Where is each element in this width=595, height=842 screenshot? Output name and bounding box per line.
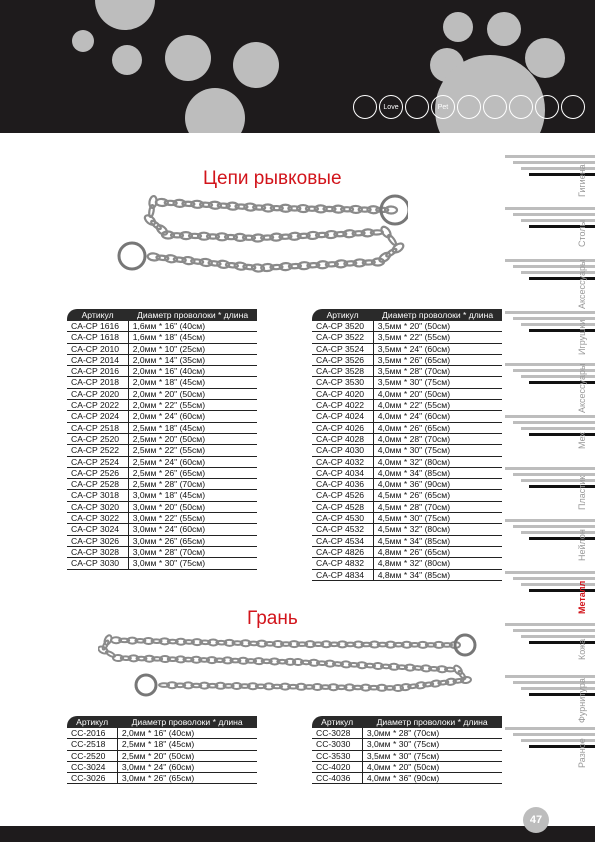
- diameter-cell: 2,5мм * 28" (70см): [128, 479, 257, 490]
- side-nav-item[interactable]: Гигиена: [577, 164, 587, 198]
- diameter-cell: 2,5мм * 22" (55см): [128, 445, 257, 456]
- article-cell: CA-CP 4028: [312, 433, 373, 444]
- table-row: [312, 728, 502, 739]
- diameter-cell: 4,0мм * 32" (80см): [373, 456, 502, 467]
- diameter-cell: 3,0мм * 28" (70см): [128, 546, 257, 557]
- article-cell: CC-3030: [312, 739, 362, 750]
- category-icons: [353, 95, 585, 119]
- decor-circle: [165, 35, 211, 81]
- hand-icon: [561, 95, 585, 119]
- footer-bar: [0, 826, 595, 842]
- article-cell: CA-CP 4534: [312, 535, 373, 546]
- bone-icon: [483, 95, 507, 119]
- diameter-cell: 4,5мм * 28" (70см): [373, 501, 502, 512]
- table-row: [312, 456, 502, 467]
- article-cell: CA-CP 2010: [67, 343, 128, 354]
- decor-circle: [487, 12, 521, 46]
- table-row: [67, 400, 257, 411]
- article-cell: CA-CP 4832: [312, 558, 373, 569]
- diameter-cell: 2,0мм * 10" (25см): [128, 343, 257, 354]
- table-row: [312, 467, 502, 478]
- article-cell: CA-CP 3018: [67, 490, 128, 501]
- article-cell: CA-CP 1616: [67, 321, 128, 332]
- article-cell: CA-CP 2014: [67, 354, 128, 365]
- article-cell: CA-CP 3026: [67, 535, 128, 546]
- table-row: [67, 513, 257, 524]
- diameter-cell: 4,0мм * 36" (90см): [362, 773, 502, 784]
- paw-icon: [509, 95, 533, 119]
- fish-icon: [353, 95, 377, 119]
- diameter-cell: 3,0мм * 22" (55см): [128, 513, 257, 524]
- article-cell: CA-CP 3528: [312, 366, 373, 377]
- article-cell: CA-CP 4826: [312, 546, 373, 557]
- diameter-cell: 4,0мм * 20" (50см): [362, 761, 502, 772]
- table-row: [67, 388, 257, 399]
- decor-circle: [185, 88, 245, 133]
- diameter-cell: 1,6мм * 18" (45см): [128, 332, 257, 343]
- table-row: [312, 445, 502, 456]
- page-number: 47: [523, 807, 549, 833]
- diameter-cell: 4,0мм * 36" (90см): [373, 479, 502, 490]
- col-diameter: Диаметр проволоки * длина: [128, 309, 257, 321]
- table-row: [67, 558, 257, 569]
- table-row: [67, 739, 257, 750]
- side-nav-item[interactable]: Пластик: [577, 475, 587, 511]
- table-row: [67, 535, 257, 546]
- table-row: [312, 479, 502, 490]
- decor-circle: [443, 12, 473, 42]
- diameter-cell: 2,0мм * 22" (55см): [128, 400, 257, 411]
- side-nav-item[interactable]: Кожа: [577, 638, 587, 660]
- bird-icon: [457, 95, 481, 119]
- diameter-cell: 3,5мм * 30" (75см): [362, 750, 502, 761]
- diameter-cell: 4,0мм * 30" (75см): [373, 445, 502, 456]
- table-row: [312, 569, 502, 580]
- article-cell: CA-CP 4024: [312, 411, 373, 422]
- article-cell: CA-CP 2524: [67, 456, 128, 467]
- article-cell: CA-CP 2520: [67, 433, 128, 444]
- table-row: [67, 422, 257, 433]
- table-row: [312, 513, 502, 524]
- diameter-cell: 4,8мм * 32" (80см): [373, 558, 502, 569]
- section-title: Грань: [247, 608, 298, 629]
- diameter-cell: 2,5мм * 20" (50см): [128, 433, 257, 444]
- article-cell: CA-CP 3022: [67, 513, 128, 524]
- article-cell: CA-CP 4532: [312, 524, 373, 535]
- diameter-cell: 3,0мм * 18" (45см): [128, 490, 257, 501]
- article-cell: CC-2520: [67, 750, 117, 761]
- article-cell: CA-CP 3520: [312, 321, 373, 332]
- article-cell: CA-CP 4020: [312, 388, 373, 399]
- spec-table-left: [67, 309, 257, 570]
- diameter-cell: 4,0мм * 22" (55см): [373, 400, 502, 411]
- side-nav-item[interactable]: Аксессуары: [577, 259, 587, 309]
- table-row: [312, 761, 502, 772]
- diameter-cell: 2,5мм * 26" (65см): [128, 467, 257, 478]
- diameter-cell: 2,5мм * 18" (45см): [128, 422, 257, 433]
- table-row: [312, 388, 502, 399]
- article-cell: CC-4020: [312, 761, 362, 772]
- table-row: [312, 332, 502, 343]
- diameter-cell: 3,0мм * 20" (50см): [128, 501, 257, 512]
- table-row: [67, 467, 257, 478]
- table-row: [67, 366, 257, 377]
- article-cell: CA-CP 2022: [67, 400, 128, 411]
- article-cell: CC-2518: [67, 739, 117, 750]
- table-row: [67, 479, 257, 490]
- diameter-cell: 2,5мм * 20" (50см): [117, 750, 257, 761]
- article-cell: CA-CP 4834: [312, 569, 373, 580]
- article-cell: CA-CP 2518: [67, 422, 128, 433]
- table-row: [67, 524, 257, 535]
- table-row: [312, 411, 502, 422]
- table-row: [312, 501, 502, 512]
- table-row: [312, 433, 502, 444]
- col-article: Артикул: [312, 716, 362, 728]
- table-row: [67, 490, 257, 501]
- article-cell: CA-CP 3024: [67, 524, 128, 535]
- col-diameter: Диаметр проволоки * длина: [117, 716, 257, 728]
- diameter-cell: 1,6мм * 16" (40см): [128, 321, 257, 332]
- article-cell: CC-2016: [67, 728, 117, 739]
- section-title: Цепи рывковые: [203, 168, 342, 189]
- diameter-cell: 4,5мм * 30" (75см): [373, 513, 502, 524]
- table-row: [67, 332, 257, 343]
- carrot-icon: [535, 95, 559, 119]
- table-row: [312, 354, 502, 365]
- diameter-cell: 3,5мм * 28" (70см): [373, 366, 502, 377]
- col-diameter: Диаметр проволоки * длина: [373, 309, 502, 321]
- table-row: [67, 377, 257, 388]
- article-cell: CA-CP 4026: [312, 422, 373, 433]
- col-article: Артикул: [67, 716, 117, 728]
- article-cell: CA-CP 4030: [312, 445, 373, 456]
- col-diameter: Диаметр проволоки * длина: [362, 716, 502, 728]
- table-row: [67, 354, 257, 365]
- table-row: [67, 546, 257, 557]
- side-nav-item[interactable]: Мех: [577, 432, 587, 450]
- article-cell: CA-CP 2024: [67, 411, 128, 422]
- table-row: [312, 535, 502, 546]
- table-row: [312, 490, 502, 501]
- table-row: [67, 456, 257, 467]
- table-row: [67, 321, 257, 332]
- article-cell: CA-CP 2522: [67, 445, 128, 456]
- diameter-cell: 3,5мм * 24" (60см): [373, 343, 502, 354]
- article-cell: CA-CP 3530: [312, 377, 373, 388]
- article-cell: CA-CP 3028: [67, 546, 128, 557]
- header-banner: [0, 0, 595, 133]
- article-cell: CA-CP 4032: [312, 456, 373, 467]
- diameter-cell: 3,0мм * 26" (65см): [128, 535, 257, 546]
- side-nav-item[interactable]: Игрушки: [577, 319, 587, 355]
- side-nav-item[interactable]: Разное: [577, 738, 587, 768]
- diameter-cell: 3,5мм * 30" (75см): [373, 377, 502, 388]
- spec-table-left: [67, 716, 257, 784]
- article-cell: CC-3028: [312, 728, 362, 739]
- side-nav-item[interactable]: Аксессуары: [577, 363, 587, 413]
- article-cell: CA-CP 3526: [312, 354, 373, 365]
- diameter-cell: 2,0мм * 24" (60см): [128, 411, 257, 422]
- table-row: [312, 546, 502, 557]
- diameter-cell: 2,5мм * 18" (45см): [117, 739, 257, 750]
- article-cell: CA-CP 3020: [67, 501, 128, 512]
- article-cell: CC-3530: [312, 750, 362, 761]
- spec-table-right: [312, 716, 502, 784]
- article-cell: CA-CP 2528: [67, 479, 128, 490]
- table-row: [67, 750, 257, 761]
- diameter-cell: 2,0мм * 16" (40см): [128, 366, 257, 377]
- col-article: Артикул: [312, 309, 373, 321]
- table-row: [67, 773, 257, 784]
- decor-circle: [112, 45, 142, 75]
- diameter-cell: 3,5мм * 20" (50см): [373, 321, 502, 332]
- table-row: [312, 366, 502, 377]
- table-row: [312, 524, 502, 535]
- side-nav-item[interactable]: Столы: [577, 219, 587, 247]
- decor-circle: [72, 30, 94, 52]
- diameter-cell: 2,0мм * 20" (50см): [128, 388, 257, 399]
- side-nav-item[interactable]: Металл: [577, 580, 587, 614]
- table-row: [67, 445, 257, 456]
- table-row: [312, 321, 502, 332]
- table-row: [67, 501, 257, 512]
- article-cell: CA-CP 4022: [312, 400, 373, 411]
- diameter-cell: 4,0мм * 26" (65см): [373, 422, 502, 433]
- table-row: [312, 750, 502, 761]
- table-row: [312, 739, 502, 750]
- diameter-cell: 2,5мм * 24" (60см): [128, 456, 257, 467]
- table-row: [67, 411, 257, 422]
- diameter-cell: 4,5мм * 32" (80см): [373, 524, 502, 535]
- diameter-cell: 4,5мм * 26" (65см): [373, 490, 502, 501]
- diameter-cell: 3,0мм * 30" (75см): [128, 558, 257, 569]
- diameter-cell: 2,0мм * 14" (35см): [128, 354, 257, 365]
- diameter-cell: 2,0мм * 16" (40см): [117, 728, 257, 739]
- table-row: [312, 422, 502, 433]
- article-cell: CA-CP 3522: [312, 332, 373, 343]
- decor-circle: [233, 42, 279, 88]
- chain-image: [108, 190, 408, 275]
- article-cell: CA-CP 4528: [312, 501, 373, 512]
- article-cell: CA-CP 4036: [312, 479, 373, 490]
- decor-circle: [525, 38, 565, 78]
- diameter-cell: 4,8мм * 34" (85см): [373, 569, 502, 580]
- article-cell: CA-CP 2016: [67, 366, 128, 377]
- side-nav-item[interactable]: Нейлон: [577, 529, 587, 561]
- diameter-cell: 3,5мм * 26" (65см): [373, 354, 502, 365]
- table-row: [312, 343, 502, 354]
- table-row: [312, 773, 502, 784]
- article-cell: CA-CP 2020: [67, 388, 128, 399]
- article-cell: CA-CP 4530: [312, 513, 373, 524]
- article-cell: CA-CP 3030: [67, 558, 128, 569]
- diameter-cell: 3,0мм * 24" (60см): [117, 761, 257, 772]
- article-cell: CA-CP 1618: [67, 332, 128, 343]
- side-nav-item[interactable]: Фурнитура: [577, 678, 587, 724]
- diameter-cell: 4,0мм * 34" (85см): [373, 467, 502, 478]
- table-row: [312, 377, 502, 388]
- table-row: [67, 433, 257, 444]
- chain-image: [98, 632, 478, 697]
- diameter-cell: 2,0мм * 18" (45см): [128, 377, 257, 388]
- diameter-cell: 4,0мм * 20" (50см): [373, 388, 502, 399]
- decor-circle: [95, 0, 155, 30]
- diameter-cell: 3,0мм * 26" (65см): [117, 773, 257, 784]
- diameter-cell: 4,5мм * 34" (85см): [373, 535, 502, 546]
- diameter-cell: 4,0мм * 28" (70см): [373, 433, 502, 444]
- diameter-cell: 4,0мм * 24" (60см): [373, 411, 502, 422]
- article-cell: CA-CP 2526: [67, 467, 128, 478]
- table-row: [312, 400, 502, 411]
- article-cell: CA-CP 4034: [312, 467, 373, 478]
- diameter-cell: 3,0мм * 28" (70см): [362, 728, 502, 739]
- love-icon: Love: [379, 95, 403, 119]
- table-row: [312, 558, 502, 569]
- article-cell: CA-CP 4526: [312, 490, 373, 501]
- pet-icon: Pet: [431, 95, 455, 119]
- table-row: [67, 761, 257, 772]
- article-cell: CA-CP 3524: [312, 343, 373, 354]
- col-article: Артикул: [67, 309, 128, 321]
- table-row: [67, 728, 257, 739]
- diameter-cell: 3,5мм * 22" (55см): [373, 332, 502, 343]
- diameter-cell: 4,8мм * 26" (65см): [373, 546, 502, 557]
- leaf-icon: [405, 95, 429, 119]
- article-cell: CC-4036: [312, 773, 362, 784]
- spec-table-right: [312, 309, 502, 581]
- article-cell: CC-3024: [67, 761, 117, 772]
- article-cell: CC-3026: [67, 773, 117, 784]
- diameter-cell: 3,0мм * 24" (60см): [128, 524, 257, 535]
- article-cell: CA-CP 2018: [67, 377, 128, 388]
- diameter-cell: 3,0мм * 30" (75см): [362, 739, 502, 750]
- table-row: [67, 343, 257, 354]
